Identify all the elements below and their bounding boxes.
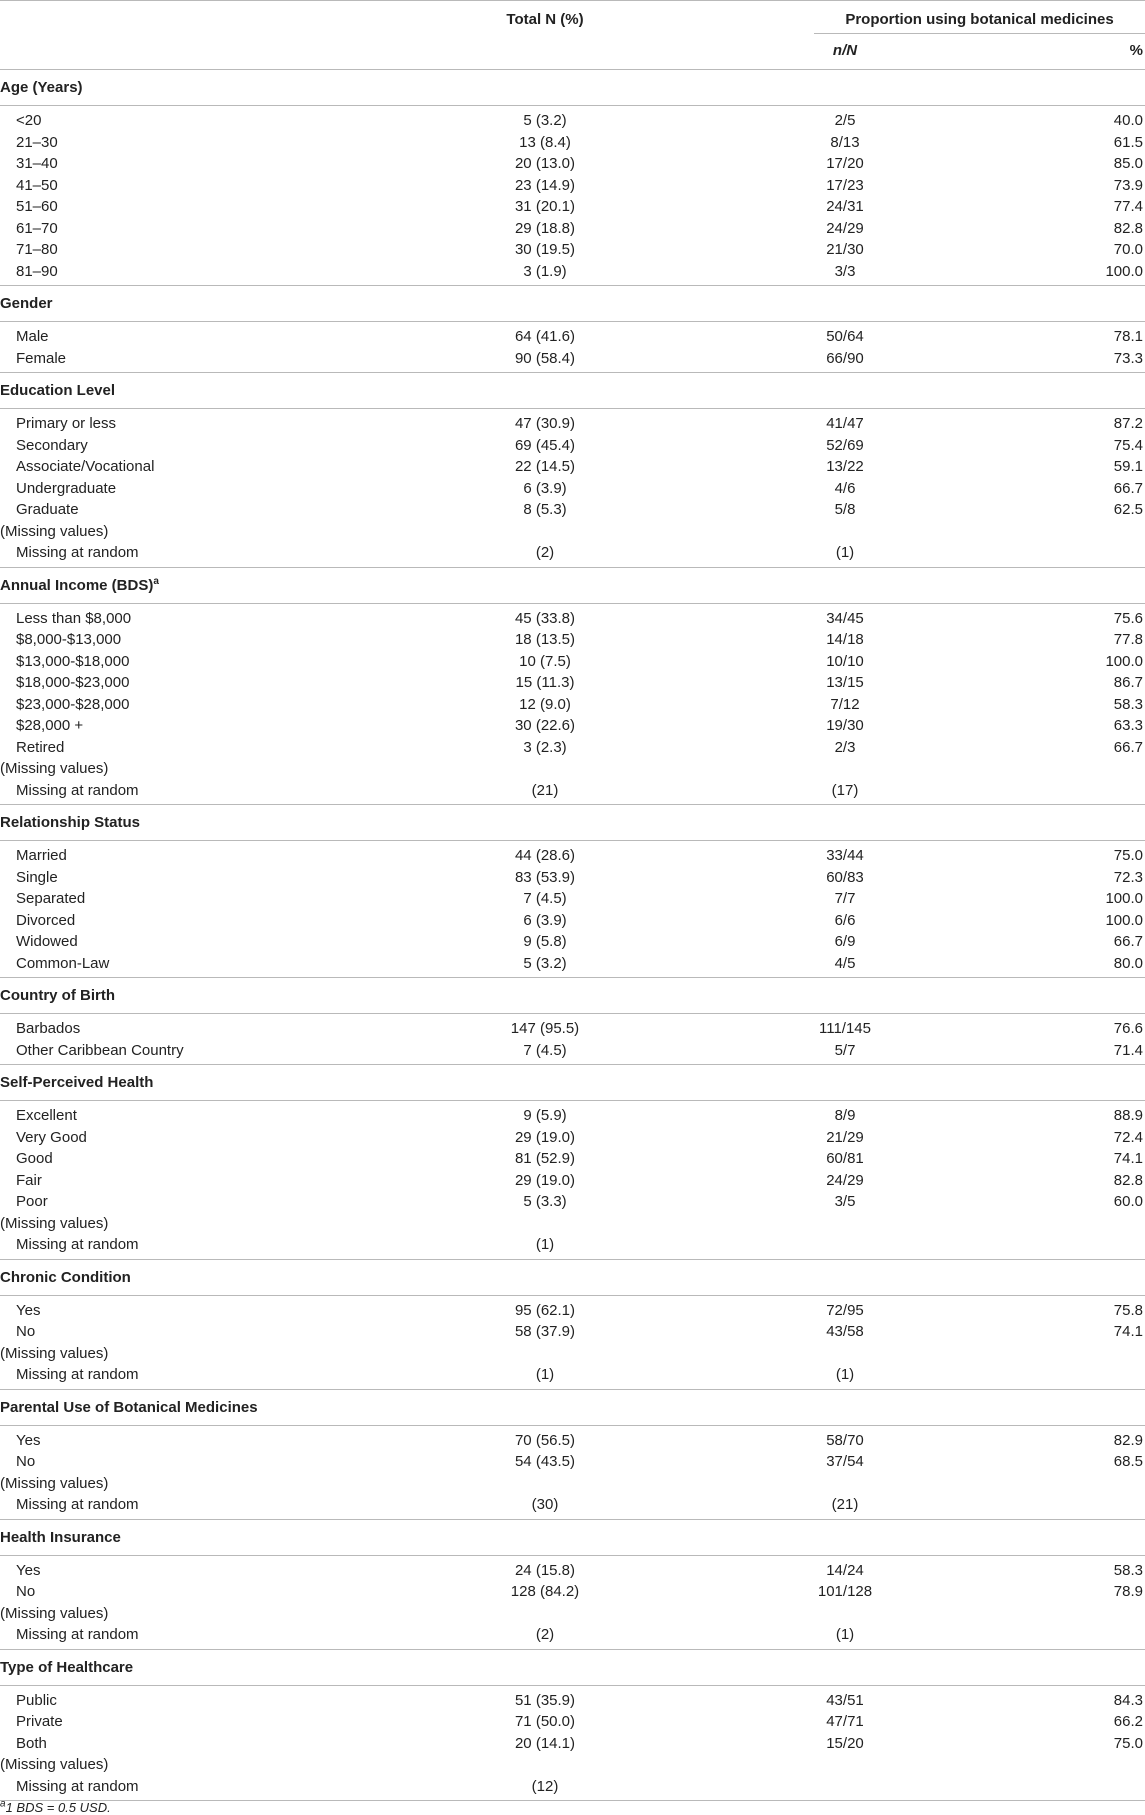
row-label: 41–50 [16,176,58,194]
nN-cell: 33/44 [826,847,864,864]
nN-cell: 3/3 [834,262,856,280]
pct-cell: 87.2 [1113,415,1143,432]
row-label: Yes [16,1561,41,1579]
nN-cell: 13/22 [826,458,864,475]
total-cell: 54 (43.5) [514,1453,576,1470]
pct-cell: 77.8 [1113,631,1143,648]
row-label: Very Good [16,1128,87,1146]
pct-cell: 72.4 [1113,1128,1143,1146]
row-label: Yes [16,1431,41,1449]
section-title [0,1529,121,1547]
pct-cell: 75.0 [1113,1734,1143,1752]
row-label: Separated [16,890,86,907]
nN-cell: 8/13 [830,133,860,151]
row-label: 21–30 [16,133,58,151]
total-cell: 69 (45.4) [514,436,576,454]
nN-cell: 111/145 [819,1020,871,1037]
section-title [0,1074,153,1092]
missing-values-label: (Missing values) [0,522,109,540]
nN-cell: 17/20 [826,155,864,172]
section-title-text: Chronic Condition [0,1268,131,1286]
total-cell: 6 (3.9) [523,911,567,929]
nN-cell: 66/90 [826,349,864,367]
section-title [0,1659,133,1677]
row-label: Retired [16,738,65,756]
total-cell: 5 (3.2) [523,112,567,129]
row-label: 81–90 [16,262,58,280]
total-cell: 147 (95.5) [510,1020,580,1037]
nN-cell: 14/24 [826,1561,864,1579]
nN-cell: 101/128 [817,1583,873,1600]
nN-cell: (1) [835,1626,855,1643]
section-end-rule [0,372,1145,373]
nN-cell: 24/29 [826,1171,864,1189]
pct-cell: 100.0 [1105,911,1143,929]
footnote [0,1800,111,1815]
total-cell: 24 (15.8) [514,1561,576,1579]
total-cell: 58 (37.9) [514,1323,576,1340]
section-title [0,577,159,595]
total-cell: (21) [531,781,559,799]
total-cell: 23 (14.9) [514,176,576,194]
total-cell: 70 (56.5) [514,1431,576,1449]
header-total: Total N (%) [506,11,584,28]
header-proportion-rule [814,33,1145,34]
total-cell: 29 (18.8) [514,219,576,237]
pct-cell: 60.0 [1113,1193,1143,1210]
nN-cell: 37/54 [826,1453,864,1470]
pct-cell: 58.3 [1113,695,1143,713]
section-title-text: Education Level [0,382,116,399]
pct-cell: 40.0 [1113,112,1143,129]
row-label: Undergraduate [16,479,117,497]
total-cell: 8 (5.3) [523,501,567,518]
pct-cell: 73.9 [1113,176,1143,194]
section-title-text: Gender [0,295,53,312]
section-end-rule [0,977,1145,978]
nN-cell: 17/23 [826,176,864,194]
total-cell: 20 (13.0) [514,155,576,172]
row-label: No [16,1323,36,1340]
nN-cell: 2/3 [834,738,856,756]
header-bottom-rule [0,69,1145,70]
section-rule [0,408,1145,409]
pct-cell: 70.0 [1113,241,1143,258]
row-label: Poor [16,1193,48,1210]
total-cell: 30 (22.6) [514,717,576,734]
pct-cell: 58.3 [1113,1561,1143,1579]
pct-cell: 80.0 [1113,954,1143,972]
nN-cell: (21) [831,1496,859,1513]
row-label: Male [16,328,49,345]
pct-cell: 76.6 [1113,1020,1143,1037]
row-label: Private [16,1713,63,1730]
pct-cell: 61.5 [1113,133,1143,151]
pct-cell: 66.7 [1113,479,1143,497]
nN-cell: 47/71 [826,1713,864,1730]
nN-cell: 6/9 [834,933,856,950]
row-label: No [16,1453,36,1470]
row-label: 71–80 [16,241,58,258]
row-label: Associate/Vocational [16,458,155,475]
pct-cell: 100.0 [1105,890,1143,907]
nN-cell: 13/15 [826,674,864,691]
section-rule [0,1425,1145,1426]
nN-cell: 34/45 [826,609,864,627]
missing-values-label: (Missing values) [0,1604,109,1622]
total-cell: 31 (20.1) [514,198,576,215]
pct-cell: 72.3 [1113,868,1143,886]
total-cell: 15 (11.3) [515,674,575,691]
pct-cell: 59.1 [1113,458,1143,475]
row-label: $13,000-$18,000 [16,652,130,670]
pct-cell: 75.4 [1113,436,1143,454]
row-label: Common-Law [16,954,110,972]
row-label: $23,000-$28,000 [16,695,130,713]
pct-cell: 100.0 [1105,652,1143,670]
section-title [0,987,115,1005]
total-cell: 95 (62.1) [514,1301,576,1319]
header-pct: % [1129,42,1143,59]
total-cell: 29 (19.0) [514,1128,576,1146]
total-cell: 44 (28.6) [514,847,576,864]
pct-cell: 74.1 [1113,1323,1143,1340]
section-title-text: Relationship Status [0,814,141,831]
total-cell: 6 (3.9) [523,479,567,497]
total-cell: 30 (19.5) [514,241,576,258]
pct-cell: 75.0 [1113,847,1143,864]
nN-cell: 50/64 [826,328,864,345]
pct-cell: 62.5 [1113,501,1143,518]
nN-cell: 5/7 [834,1041,856,1059]
total-cell: 10 (7.5) [519,652,571,670]
nN-cell: 10/10 [826,652,864,670]
missing-values-label: (Missing values) [0,1474,109,1492]
row-label: <20 [16,112,42,129]
nN-cell: 41/47 [826,415,864,432]
total-cell: 29 (19.0) [514,1171,576,1189]
pct-cell: 63.3 [1113,717,1143,734]
row-label: Missing at random [16,1236,139,1253]
row-label: Divorced [16,911,76,929]
section-title-text: Annual Income (BDS) [0,576,154,594]
nN-cell: 15/20 [826,1734,864,1752]
total-cell: (12) [531,1777,559,1795]
nN-cell: 60/81 [826,1150,864,1167]
nN-cell: 3/5 [834,1193,856,1210]
pct-cell: 100.0 [1105,262,1143,280]
total-cell: 5 (3.3) [523,1193,567,1210]
section-end-rule [0,1389,1145,1390]
total-cell: 12 (9.0) [519,695,571,713]
section-end-rule [0,1519,1145,1520]
pct-cell: 82.8 [1113,1171,1143,1189]
table-top-rule [0,0,1145,1]
row-label: Fair [16,1171,42,1189]
section-title [0,1399,258,1417]
row-label: Other Caribbean Country [16,1041,184,1059]
header-proportion: Proportion using botanical medicines [845,11,1114,28]
pct-cell: 71.4 [1113,1041,1143,1059]
nN-cell: 60/83 [826,868,864,886]
row-label: Barbados [16,1020,81,1037]
pct-cell: 77.4 [1113,198,1143,215]
section-title-text: Type of Healthcare [0,1658,134,1676]
section-rule [0,1295,1145,1296]
footnote-marker: a [153,575,159,587]
section-rule [0,840,1145,841]
total-cell: 64 (41.6) [514,328,576,345]
nN-cell: 43/58 [826,1323,864,1340]
row-label: Primary or less [16,415,117,432]
row-label: Missing at random [16,1496,139,1513]
section-end-rule [0,804,1145,805]
total-cell: 3 (1.9) [523,262,567,280]
row-label: $28,000 + [16,717,84,734]
pct-cell: 68.5 [1113,1453,1143,1470]
nN-cell: 58/70 [826,1431,864,1449]
pct-cell: 73.3 [1113,349,1143,367]
total-cell: (2) [535,544,555,561]
section-title [0,295,53,313]
pct-cell: 86.7 [1113,674,1143,691]
row-label: Missing at random [16,1366,139,1383]
section-rule [0,321,1145,322]
section-rule [0,1013,1145,1014]
row-label: Missing at random [16,1777,139,1795]
pct-cell: 75.8 [1113,1301,1143,1319]
section-title-text: Self-Perceived Health [0,1074,154,1091]
total-cell: 90 (58.4) [514,349,576,367]
pct-cell: 66.7 [1113,933,1143,950]
nN-cell: 52/69 [826,436,864,454]
total-cell: 128 (84.2) [510,1583,580,1600]
section-end-rule [0,285,1145,286]
nN-cell: 7/7 [834,890,856,907]
nN-cell: 24/31 [826,198,864,215]
row-label: Missing at random [16,781,139,799]
pct-cell: 74.1 [1113,1150,1143,1167]
total-cell: 7 (4.5) [523,890,567,907]
total-cell: 18 (13.5) [514,631,576,648]
total-cell: 22 (14.5) [514,458,576,475]
pct-cell: 84.3 [1113,1691,1143,1709]
row-label: Female [16,349,67,367]
total-cell: (2) [535,1626,555,1643]
nN-cell: 43/51 [826,1691,864,1709]
pct-cell: 85.0 [1113,155,1143,172]
total-cell: (30) [531,1496,559,1513]
nN-cell: (17) [831,781,859,799]
nN-cell: 24/29 [826,219,864,237]
section-title [0,79,83,97]
row-label: Yes [16,1301,41,1319]
nN-cell: 5/8 [834,501,856,518]
section-end-rule [0,1064,1145,1065]
section-end-rule [0,567,1145,568]
pct-cell: 78.1 [1113,328,1143,345]
pct-cell: 66.7 [1113,738,1143,756]
section-title-text: Country of Birth [0,987,115,1004]
missing-values-label: (Missing values) [0,1756,109,1773]
row-label: Missing at random [16,544,139,561]
total-cell: (1) [535,1236,555,1253]
row-label: $8,000-$13,000 [16,631,122,648]
row-label: Married [16,847,67,864]
row-label: Single [16,868,58,886]
missing-values-label: (Missing values) [0,1214,109,1232]
section-rule [0,1685,1145,1686]
row-label: Good [16,1150,53,1167]
nN-cell: 7/12 [830,695,860,713]
row-label: Missing at random [16,1626,139,1643]
total-cell: 3 (2.3) [523,738,567,756]
total-cell: 7 (4.5) [523,1041,567,1059]
nN-cell: 72/95 [826,1301,864,1319]
row-label: Widowed [16,933,78,950]
row-label: Graduate [16,501,79,518]
section-title-text: Age (Years) [0,79,83,96]
section-rule [0,105,1145,106]
row-label: 61–70 [16,219,58,237]
nN-cell: 21/30 [826,241,864,258]
row-label: Less than $8,000 [16,609,132,627]
section-title [0,382,115,400]
total-cell: 83 (53.9) [514,868,576,886]
nN-cell: 4/5 [834,954,856,972]
total-cell: 71 (50.0) [514,1713,576,1730]
total-cell: 81 (52.9) [514,1150,576,1167]
nN-cell: 2/5 [834,112,856,129]
nN-cell: 6/6 [834,911,856,929]
pct-cell: 82.9 [1113,1431,1143,1449]
row-label: Public [16,1691,57,1709]
total-cell: 45 (33.8) [514,609,576,627]
section-rule [0,1555,1145,1556]
row-label: 31–40 [16,155,58,172]
nN-cell: (1) [835,1366,855,1383]
missing-values-label: (Missing values) [0,760,109,777]
row-label: No [16,1583,36,1600]
total-cell: (1) [535,1366,555,1383]
row-label: $18,000-$23,000 [16,674,130,691]
nN-cell: 19/30 [826,717,864,734]
section-title-text: Parental Use of Botanical Medicines [0,1398,258,1416]
header-nN: n/N [832,42,858,59]
row-label: Secondary [16,436,88,454]
total-cell: 5 (3.2) [523,954,567,972]
section-end-rule [0,1800,1145,1801]
section-title-text: Health Insurance [0,1528,121,1546]
pct-cell: 66.2 [1113,1713,1143,1730]
section-end-rule [0,1649,1145,1650]
section-end-rule [0,1259,1145,1260]
total-cell: 47 (30.9) [514,415,576,432]
nN-cell: 14/18 [826,631,864,648]
pct-cell: 75.6 [1113,609,1143,627]
row-label: Excellent [16,1107,77,1124]
row-label: 51–60 [16,198,58,215]
nN-cell: (1) [835,544,855,561]
total-cell: 20 (14.1) [514,1734,576,1752]
nN-cell: 8/9 [834,1107,856,1124]
section-title [0,1269,131,1287]
pct-cell: 78.9 [1113,1583,1143,1600]
total-cell: 9 (5.9) [523,1107,567,1124]
total-cell: 9 (5.8) [523,933,567,950]
section-rule [0,1100,1145,1101]
section-title [0,814,140,832]
missing-values-label: (Missing values) [0,1344,109,1362]
pct-cell: 82.8 [1113,219,1143,237]
footnote-text: 1 BDS = 0.5 USD. [5,1800,111,1815]
section-rule [0,603,1145,604]
nN-cell: 4/6 [834,479,856,497]
total-cell: 13 (8.4) [519,133,571,151]
total-cell: 51 (35.9) [514,1691,576,1709]
nN-cell: 21/29 [826,1128,864,1146]
row-label: Both [16,1734,47,1752]
footnote-marker: a [0,1798,6,1810]
pct-cell: 88.9 [1113,1107,1143,1124]
